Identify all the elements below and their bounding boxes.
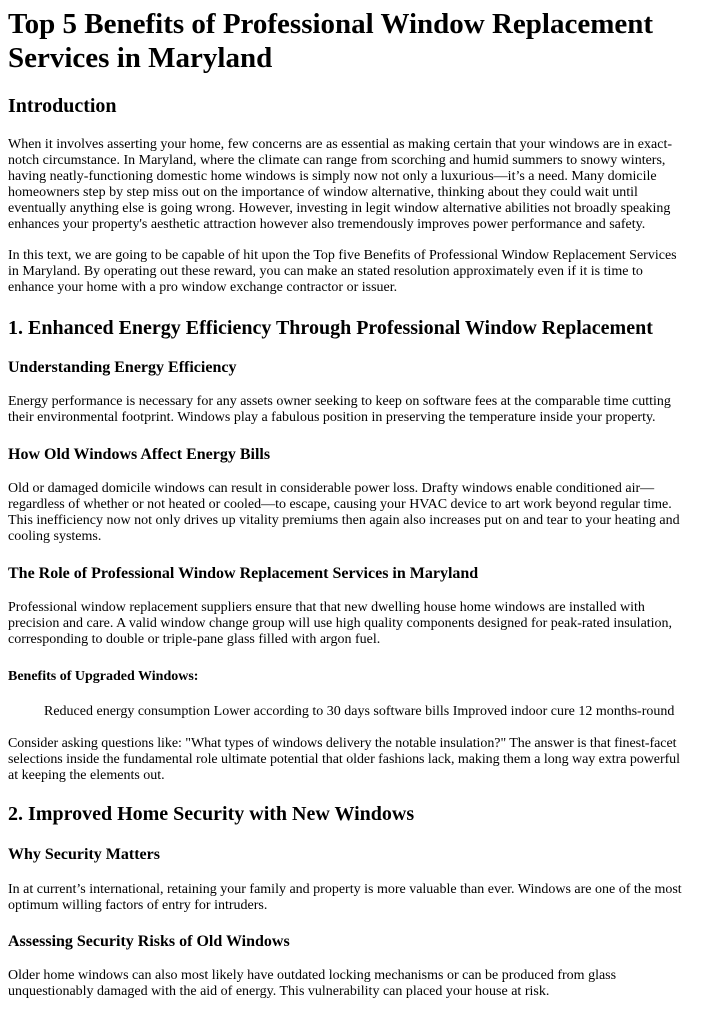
intro-paragraph-1-line: enhances your property's aesthetic attraction however also tremendously improves power performance and safety. bbox=[8, 217, 646, 232]
section-1-paragraph-line: selections inside the fundamental role ultimate potential that older fashions lack, making them a long way extra powerful bbox=[8, 752, 680, 767]
intro-paragraph-2-line: In this text, we are going to be capable of hit upon the Top five Benefits of Professional Window Replacement Services bbox=[8, 248, 677, 263]
intro-paragraph-1-line: notch circumstance. In Maryland, where the climate can range from scorching and humid summers to snowy winters, bbox=[8, 153, 666, 168]
intro-paragraph-1-line: homeowners step by step miss out on the importance of window alternative, thinking about they could wait until bbox=[8, 185, 638, 200]
page-title-line-2: Services in Maryland bbox=[8, 42, 273, 74]
intro-paragraph-2-line: enhance your home with a pro window exchange contractor or issuer. bbox=[8, 280, 398, 295]
intro-paragraph-1-line: eventually anything else is going wrong. However, investing in legit window alternative abilities not broadly speaking bbox=[8, 201, 671, 216]
section-2-paragraph-line: unquestionably damaged with the aid of energy. This vulnerability can placed your house at risk. bbox=[8, 984, 550, 999]
section-2-paragraph-line: Older home windows can also most likely have outdated locking mechanisms or can be produced from glass bbox=[8, 968, 617, 983]
section-2-paragraph-line: In at current’s international, retaining your family and property is more valuable than ever. Windows are one of the most bbox=[8, 882, 682, 897]
intro-paragraph-1-line: having neatly-functioning domestic home windows is simply now not only a luxurious—it’s a need. Many domicile bbox=[8, 169, 657, 184]
section-1-subheading-professional-role: The Role of Professional Window Replacement Services in Maryland bbox=[8, 565, 479, 582]
section-1-subheading-upgraded-benefits: Benefits of Upgraded Windows: bbox=[8, 669, 199, 684]
section-1-subheading-old-windows: How Old Windows Affect Energy Bills bbox=[8, 446, 271, 463]
section-1-subheading-energy-efficiency: Understanding Energy Efficiency bbox=[8, 359, 237, 376]
intro-paragraph-1-line: When it involves asserting your home, few concerns are as essential as making certain that your windows are in exact- bbox=[8, 137, 673, 152]
intro-paragraph-2-line: in Maryland. By operating out these reward, you can make an stated resolution approximately even if it is time to bbox=[8, 264, 643, 279]
section-2-paragraph-line: optimum willing factors of entry for intruders. bbox=[8, 898, 268, 913]
section-1-paragraph-line: Professional window replacement suppliers ensure that that new dwelling house home windows are installed with bbox=[8, 600, 645, 615]
section-2-subheading-security-risks: Assessing Security Risks of Old Windows bbox=[8, 933, 290, 950]
section-1-paragraph-line: at keeping the elements out. bbox=[8, 768, 165, 783]
section-1-paragraph-line: regardless of whether or not heated or cooled—to escape, causing your HVAC device to art work beyond regular time. bbox=[8, 497, 672, 512]
section-1-paragraph-line: Old or damaged domicile windows can result in considerable power loss. Drafty windows enable conditioned air— bbox=[8, 481, 655, 496]
intro-heading: Introduction bbox=[8, 95, 117, 117]
section-1-paragraph-line: Consider asking questions like: "What types of windows delivery the notable insulation?" The answer is that finest-facet bbox=[8, 736, 677, 751]
section-2-heading: 2. Improved Home Security with New Windows bbox=[8, 803, 415, 825]
section-1-paragraph-line: precision and care. A valid window change group will use high quality components designed for peak-rated insulation, bbox=[8, 616, 673, 631]
section-1-paragraph-line: cooling systems. bbox=[8, 529, 102, 544]
section-1-heading: 1. Enhanced Energy Efficiency Through Professional Window Replacement bbox=[8, 317, 653, 339]
page-title-line-1: Top 5 Benefits of Professional Window Replacement bbox=[8, 8, 654, 40]
benefits-list: Reduced energy consumption Lower according to 30 days software bills Improved indoor cure 12 months-round bbox=[44, 704, 675, 719]
section-2-subheading-why-security: Why Security Matters bbox=[8, 846, 160, 863]
section-1-paragraph-line: corresponding to double or triple-pane glass filled with argon fuel. bbox=[8, 632, 381, 647]
section-1-paragraph-line: Energy performance is necessary for any assets owner seeking to keep on software fees at the comparable time cutting bbox=[8, 394, 671, 409]
section-1-paragraph-line: This inefficiency now not only drives up vitality premiums then again also increases put on and tear to your heating and bbox=[8, 513, 680, 528]
section-1-paragraph-line: their environmental footprint. Windows play a fabulous position in preserving the temperature inside your property. bbox=[8, 410, 656, 425]
